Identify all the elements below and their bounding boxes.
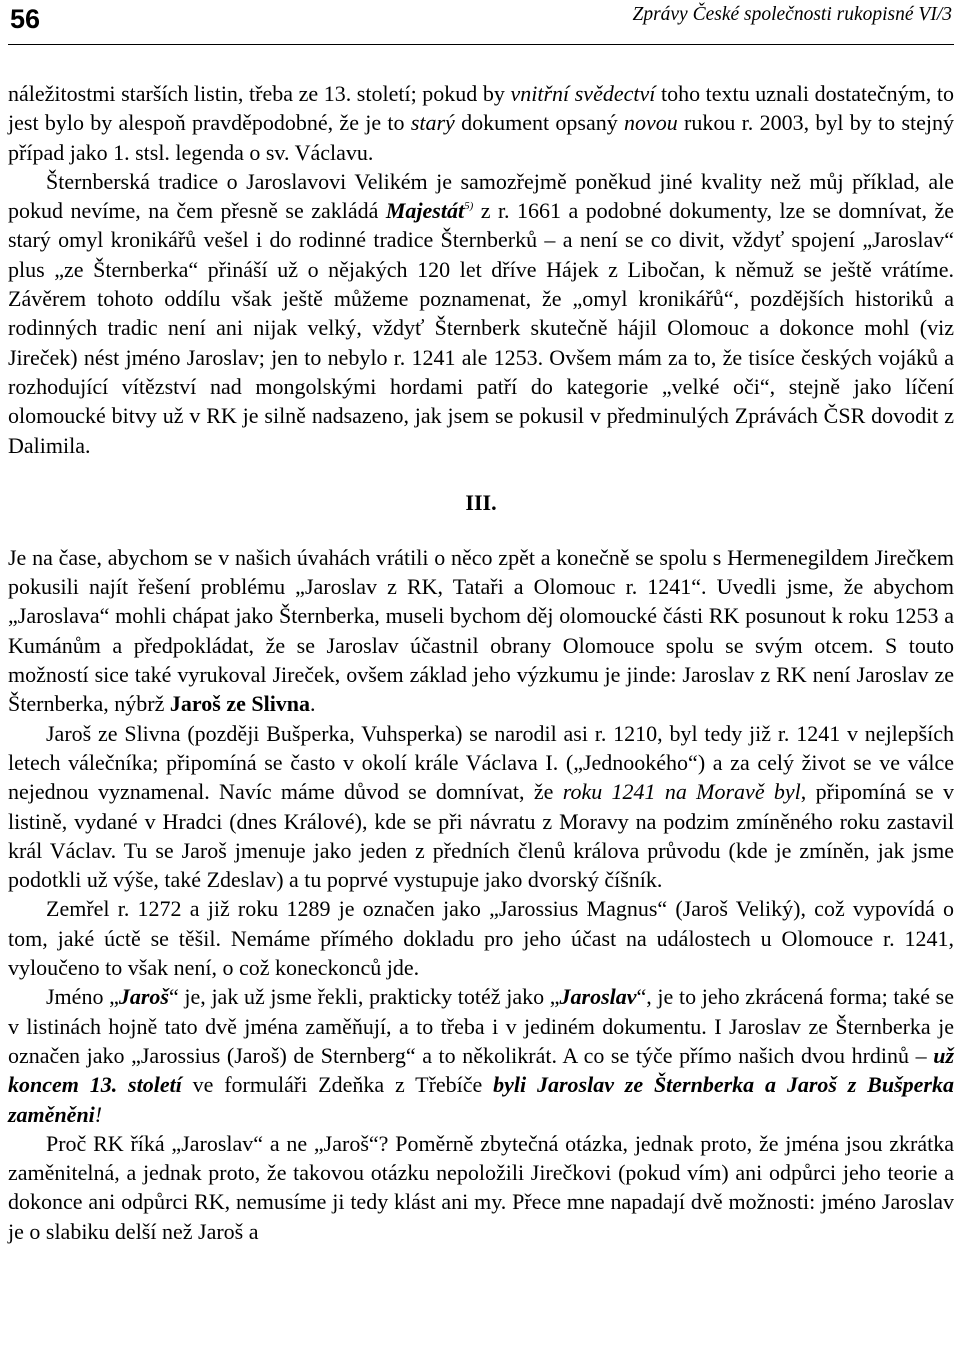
page-header bbox=[8, 0, 954, 45]
bold-italic-text: už koncem 13. století bbox=[8, 1042, 954, 1098]
text-run: III. bbox=[465, 489, 497, 515]
body-paragraph bbox=[8, 167, 954, 460]
body-paragraph bbox=[8, 79, 954, 167]
bold-italic-text: Majestát bbox=[385, 198, 465, 224]
body-paragraph bbox=[8, 719, 954, 895]
text-run: “ je, jak už jsme řekli, prakticky totéž jako „ bbox=[168, 984, 560, 1010]
italic-text: roku 1241 na Moravě byl bbox=[562, 779, 801, 805]
bold-italic-text: Jaroš bbox=[118, 984, 169, 1010]
page-number: 56 bbox=[10, 4, 41, 34]
text-run: náležitostmi starších listin, třeba ze 13. století; pokud by bbox=[8, 81, 511, 106]
section-heading bbox=[8, 488, 954, 517]
italic-text: novou bbox=[624, 110, 678, 136]
text-run: dokument opsaný bbox=[454, 110, 624, 136]
bold-text: Jaroš ze Slivna bbox=[169, 691, 311, 717]
text-run: Jméno „ bbox=[46, 984, 119, 1010]
body-paragraph bbox=[8, 1129, 954, 1246]
italic-text: vnitřní svědectví bbox=[510, 81, 656, 106]
text-run: . bbox=[310, 691, 316, 717]
text-run: , připomíná se v listině, vydané v Hradci (dnes Králové), kde se při návratu z Moravy na podzim zmíněného roku zastavil král Václav. Tu se Jaroš jmenuje jako jeden z předních členů králova průvodu (kde je zmíněn, jak jsme podotkli už výše, také Zdeslav) a tu poprvé vystupuje jako dvorský číšník. bbox=[8, 779, 954, 893]
body-paragraph bbox=[8, 982, 954, 1128]
text-run: Jaroš ze Slivna (později Bušperka, Vuhsperka) se narodil asi r. 1210, byl tedy již r. 1241 v nejlepších letech válečníka; připomíná se často v okolí krále Václava I. („Jednookého“) a za celý život se ve válce nejednou vyznamenal. Navíc máme důvod se domnívat, že bbox=[8, 720, 954, 805]
italic-text: ! bbox=[94, 1101, 103, 1127]
italic-text: starý bbox=[410, 110, 455, 136]
text-run: ve formuláři Zdeňka z Třebíče bbox=[181, 1072, 494, 1098]
text-run: rukou r. 2003, byl by to stejný případ jako 1. stsl. legenda o sv. Václavu. bbox=[8, 110, 954, 165]
body-paragraph bbox=[8, 543, 954, 719]
bold-italic-text: byli Jaroslav ze Šternberka a Jaroš z Bušperka zaměněni bbox=[8, 1072, 954, 1127]
text-run: toho textu uznali dostatečným, to jest bylo by alespoň pravděpodobné, že je to bbox=[8, 81, 954, 136]
text-run: Proč RK říká „Jaroslav“ a ne „Jaroš“? Poměrně zbytečná otázka, jednak proto, že jména jsou zkrátka zaměnitelná, a jednak proto, že takovou otázku nepoložili Jirečkovi (pokud vím) ani odpůrci jeho teorie a dokonce ani odpůrci RK, nemusíme ji tedy klást ani my. Přece mne napadají dvě možnosti: jméno Jaroslav je o slabiku delší než Jaroš a bbox=[8, 1130, 954, 1244]
bold-italic-text: Jaroslav bbox=[559, 984, 637, 1010]
article-body bbox=[8, 79, 954, 1246]
running-title: Zprávy České společnosti rukopisné VI/3 bbox=[632, 4, 952, 25]
body-paragraph bbox=[8, 894, 954, 982]
text-run: “, je to jeho zkrácená forma; také se v listinách hojně tato dvě jména zaměňují, a to třeba i v jediném dokumentu. I Jaroslav ze Šternberka je označen jako „Jarossius (Jaroš) de Sternberg“ a to několikrát. A co se týče přímo našich dvou hrdinů – bbox=[8, 984, 954, 1068]
text-run: Šternberská tradice o Jaroslavovi Velikém je samozřejmě poněkud jiné kvality než můj příklad, ale pokud nevíme, na čem přesně se zakládá bbox=[8, 168, 954, 224]
text-run: Zemřel r. 1272 a již roku 1289 je označen jako „Jarossius Magnus“ (Jaroš Veliký), což vypovídá o tom, jaké úctě se těšil. Nemáme přímého dokladu pro jeho účast na událostech u Olomouce r. 1241, vyloučeno to však není, o což koneckonců jde. bbox=[8, 896, 954, 981]
text-run: z r. 1661 a podobné dokumenty, lze se domnívat, že starý omyl kronikářů vešel i do rodinné tradice Šternberků – a není se co divit, vždyť spojení „Jaroslav“ plus „ze Šternberka“ přináší už o nějakých 120 let dříve Hájek z Libočan, k němuž se ještě vrátíme. Závěrem tohoto oddílu však ještě můžeme poznamenat, že „omyl kronikářů“, pozdějších historiků a rodinných tradic není ani nijak velký, vždyť Šternberk skutečně hájil Olomouc a dokonce mohl (viz Jireček) nést jméno Jaroslav; jen to nebylo r. 1241 ale 1253. Ovšem mám za to, že tisíce českých vojáků a rozhodující vítězství nad mongolskými hordami patří do kategorie „velké oči“, stejně jako líčení olomoucké bitvy už v RK je silně nadsazeno, jak jsem se pokusil v předminulých Zprávách ČSR dovodit z Dalimila. bbox=[8, 198, 954, 458]
text-run: Je na čase, abychom se v našich úvahách vrátili o něco zpět a konečně se spolu s Hermenegildem Jirečkem pokusili najít řešení problému „Jaroslav z RK, Tataři a Olomouc r. 1241“. Uvedli jsme, že abychom „Jaroslava“ mohli chápat jako Šternberka, museli bychom děj olomoucké části RK posunout k roku 1253 a Kumánům a předpokládat, že se Jaroslav účastnil obrany Olomouce spolu se svým otcem. S touto možností sice také vyrukoval Jireček, ovšem základ jeho výzkumu je jinde: Jaroslav z RK není Jaroslav ze Šternberka, nýbrž bbox=[8, 544, 954, 717]
footnote-reference: 5) bbox=[464, 200, 474, 213]
